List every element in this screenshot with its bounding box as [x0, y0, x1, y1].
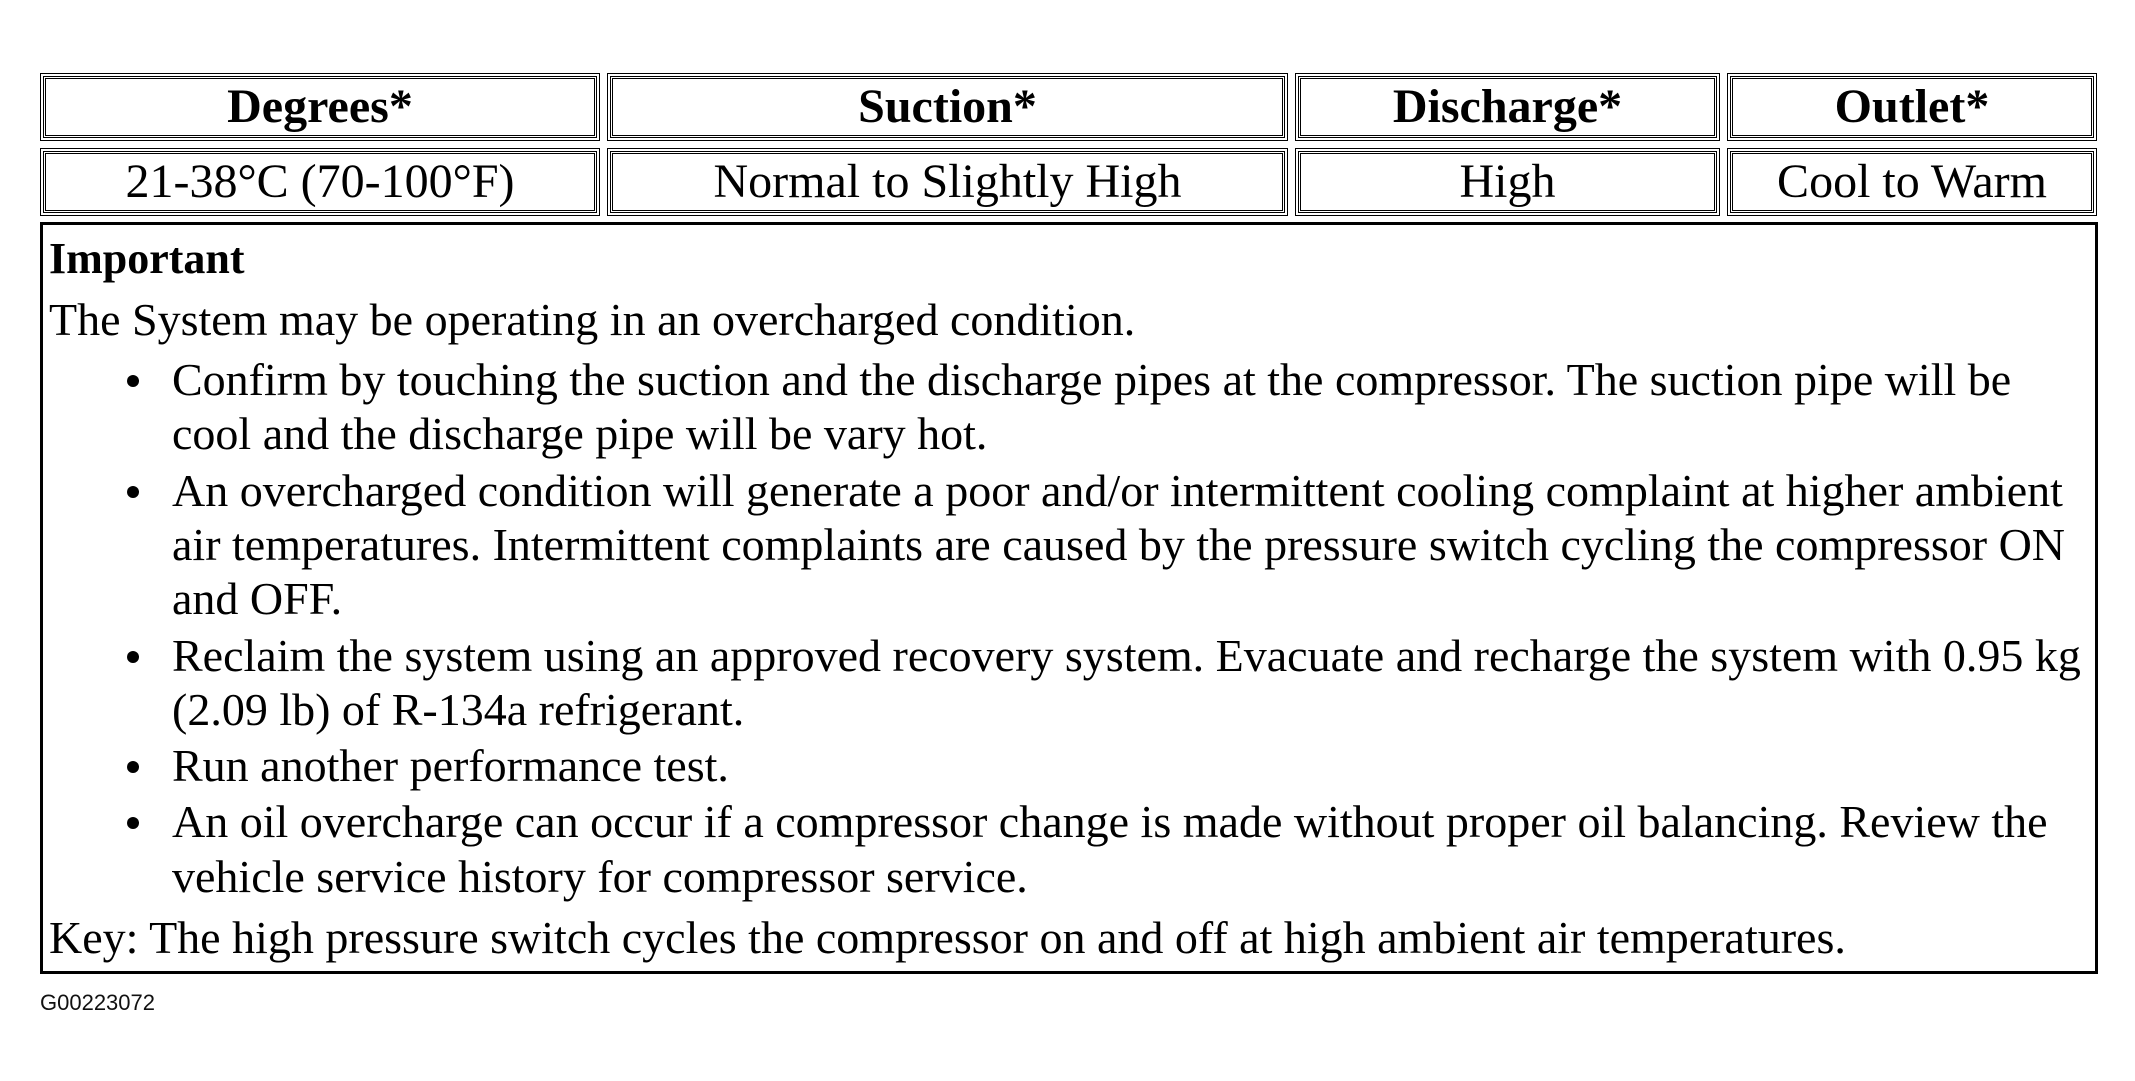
header-outlet: Outlet* [1730, 76, 2094, 138]
value-discharge: High [1298, 151, 1717, 213]
table-header-row [40, 76, 2098, 138]
table-row [40, 151, 2098, 213]
list-item [49, 464, 2087, 627]
bullet-icon [127, 817, 139, 829]
list-item [49, 629, 2087, 738]
list-item [49, 353, 2087, 462]
value-degrees: 21-38°C (70-100°F) [43, 151, 597, 213]
bullet-icon [127, 761, 139, 773]
list-item [49, 795, 2087, 904]
value-suction: Normal to Slightly High [610, 151, 1285, 213]
bullet-text: Reclaim the system using an approved recovery system. Evacuate and recharge the system with 0.95 kg (2.09 lb) of R-134a refrigerant. [172, 629, 2081, 735]
important-note-box [40, 222, 2098, 974]
header-degrees: Degrees* [43, 76, 597, 138]
bullet-text: An overcharged condition will generate a poor and/or intermittent cooling complaint at higher ambient air temperatures. Intermittent complaints are caused by the pressure switch cycling the compressor ON and OFF. [172, 464, 2066, 625]
header-suction: Suction* [610, 76, 1285, 138]
bullet-icon [127, 375, 139, 387]
header-discharge: Discharge* [1298, 76, 1717, 138]
value-outlet: Cool to Warm [1730, 151, 2094, 213]
note-key: Key: The high pressure switch cycles the compressor on and off at high ambient air temperatures. [49, 911, 1846, 963]
note-intro: The System may be operating in an overcharged condition. [49, 293, 1136, 345]
bullet-icon [127, 486, 139, 498]
figure-id: G00223072 [40, 990, 155, 1015]
bullet-text: An oil overcharge can occur if a compressor change is made without proper oil balancing. Review the vehicle service history for compressor service. [172, 796, 2048, 902]
bullet-text: Run another performance test. [172, 740, 729, 792]
diagnostic-table [40, 76, 2098, 976]
bullet-icon [127, 651, 139, 663]
list-item [49, 739, 2087, 793]
note-bullet-list [49, 353, 2087, 904]
note-title: Important [49, 234, 245, 283]
bullet-text: Confirm by touching the suction and the discharge pipes at the compressor. The suction pipe will be cool and the discharge pipe will be vary hot. [172, 354, 2012, 460]
